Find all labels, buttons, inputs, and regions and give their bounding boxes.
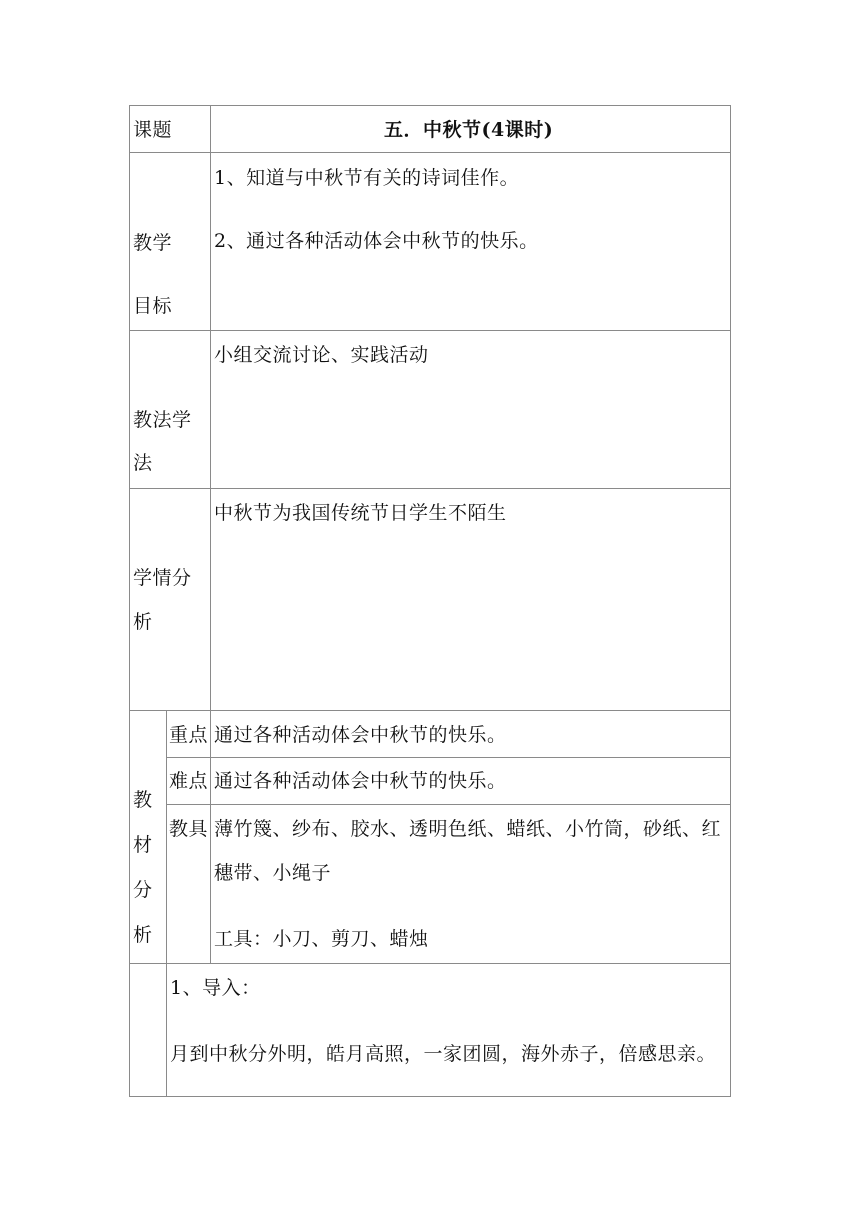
students-label: 学情分 [133, 567, 192, 589]
row-divider [129, 488, 731, 489]
materials-label-char: 分 [133, 879, 153, 901]
label-column-divider [210, 105, 211, 963]
methods-label: 教法学 [133, 409, 192, 431]
process-heading: 1、导入： [170, 977, 261, 999]
row-divider [129, 710, 731, 711]
tools-content-line: 工具：小刀、剪刀、蜡烛 [214, 928, 429, 950]
methods-label: 法 [133, 452, 153, 474]
materials-label-char: 教 [133, 789, 153, 811]
row-divider [166, 804, 731, 805]
tools-content-line: 薄竹篾、纱布、胶水、透明色纸、蜡纸、小竹筒，砂纸、红 [214, 818, 722, 840]
difficulty-label: 难点 [169, 770, 209, 792]
objectives-label: 教学 [133, 232, 173, 254]
lesson-title: 五．中秋节(4课时) [384, 119, 554, 141]
materials-label-char: 材 [133, 834, 153, 856]
objective-item: 2、通过各种活动体会中秋节的快乐。 [214, 230, 539, 252]
topic-label: 课题 [133, 119, 173, 141]
materials-sub-divider [166, 710, 167, 1097]
objective-item: 1、知道与中秋节有关的诗词佳作。 [214, 167, 520, 189]
row-divider [129, 330, 731, 331]
table-border-left [129, 105, 130, 1097]
tools-label: 教具 [169, 818, 209, 840]
students-label: 析 [133, 611, 153, 633]
table-border-bottom [129, 1096, 731, 1097]
methods-content: 小组交流讨论、实践活动 [214, 344, 429, 366]
tools-content-line: 穗带、小绳子 [214, 862, 332, 884]
key-point-label: 重点 [169, 724, 209, 746]
table-border-top [129, 105, 731, 106]
key-point-content: 通过各种活动体会中秋节的快乐。 [214, 724, 507, 746]
row-divider [129, 152, 731, 153]
students-content: 中秋节为我国传统节日学生不陌生 [214, 502, 507, 524]
row-divider [129, 963, 731, 964]
objectives-label: 目标 [133, 295, 173, 317]
difficulty-content: 通过各种活动体会中秋节的快乐。 [214, 770, 507, 792]
materials-label-char: 析 [133, 924, 153, 946]
table-border-right [730, 105, 731, 1097]
process-content: 月到中秋分外明，皓月高照，一家团圆，海外赤子，倍感思亲。 [170, 1043, 717, 1065]
row-divider [166, 757, 731, 758]
